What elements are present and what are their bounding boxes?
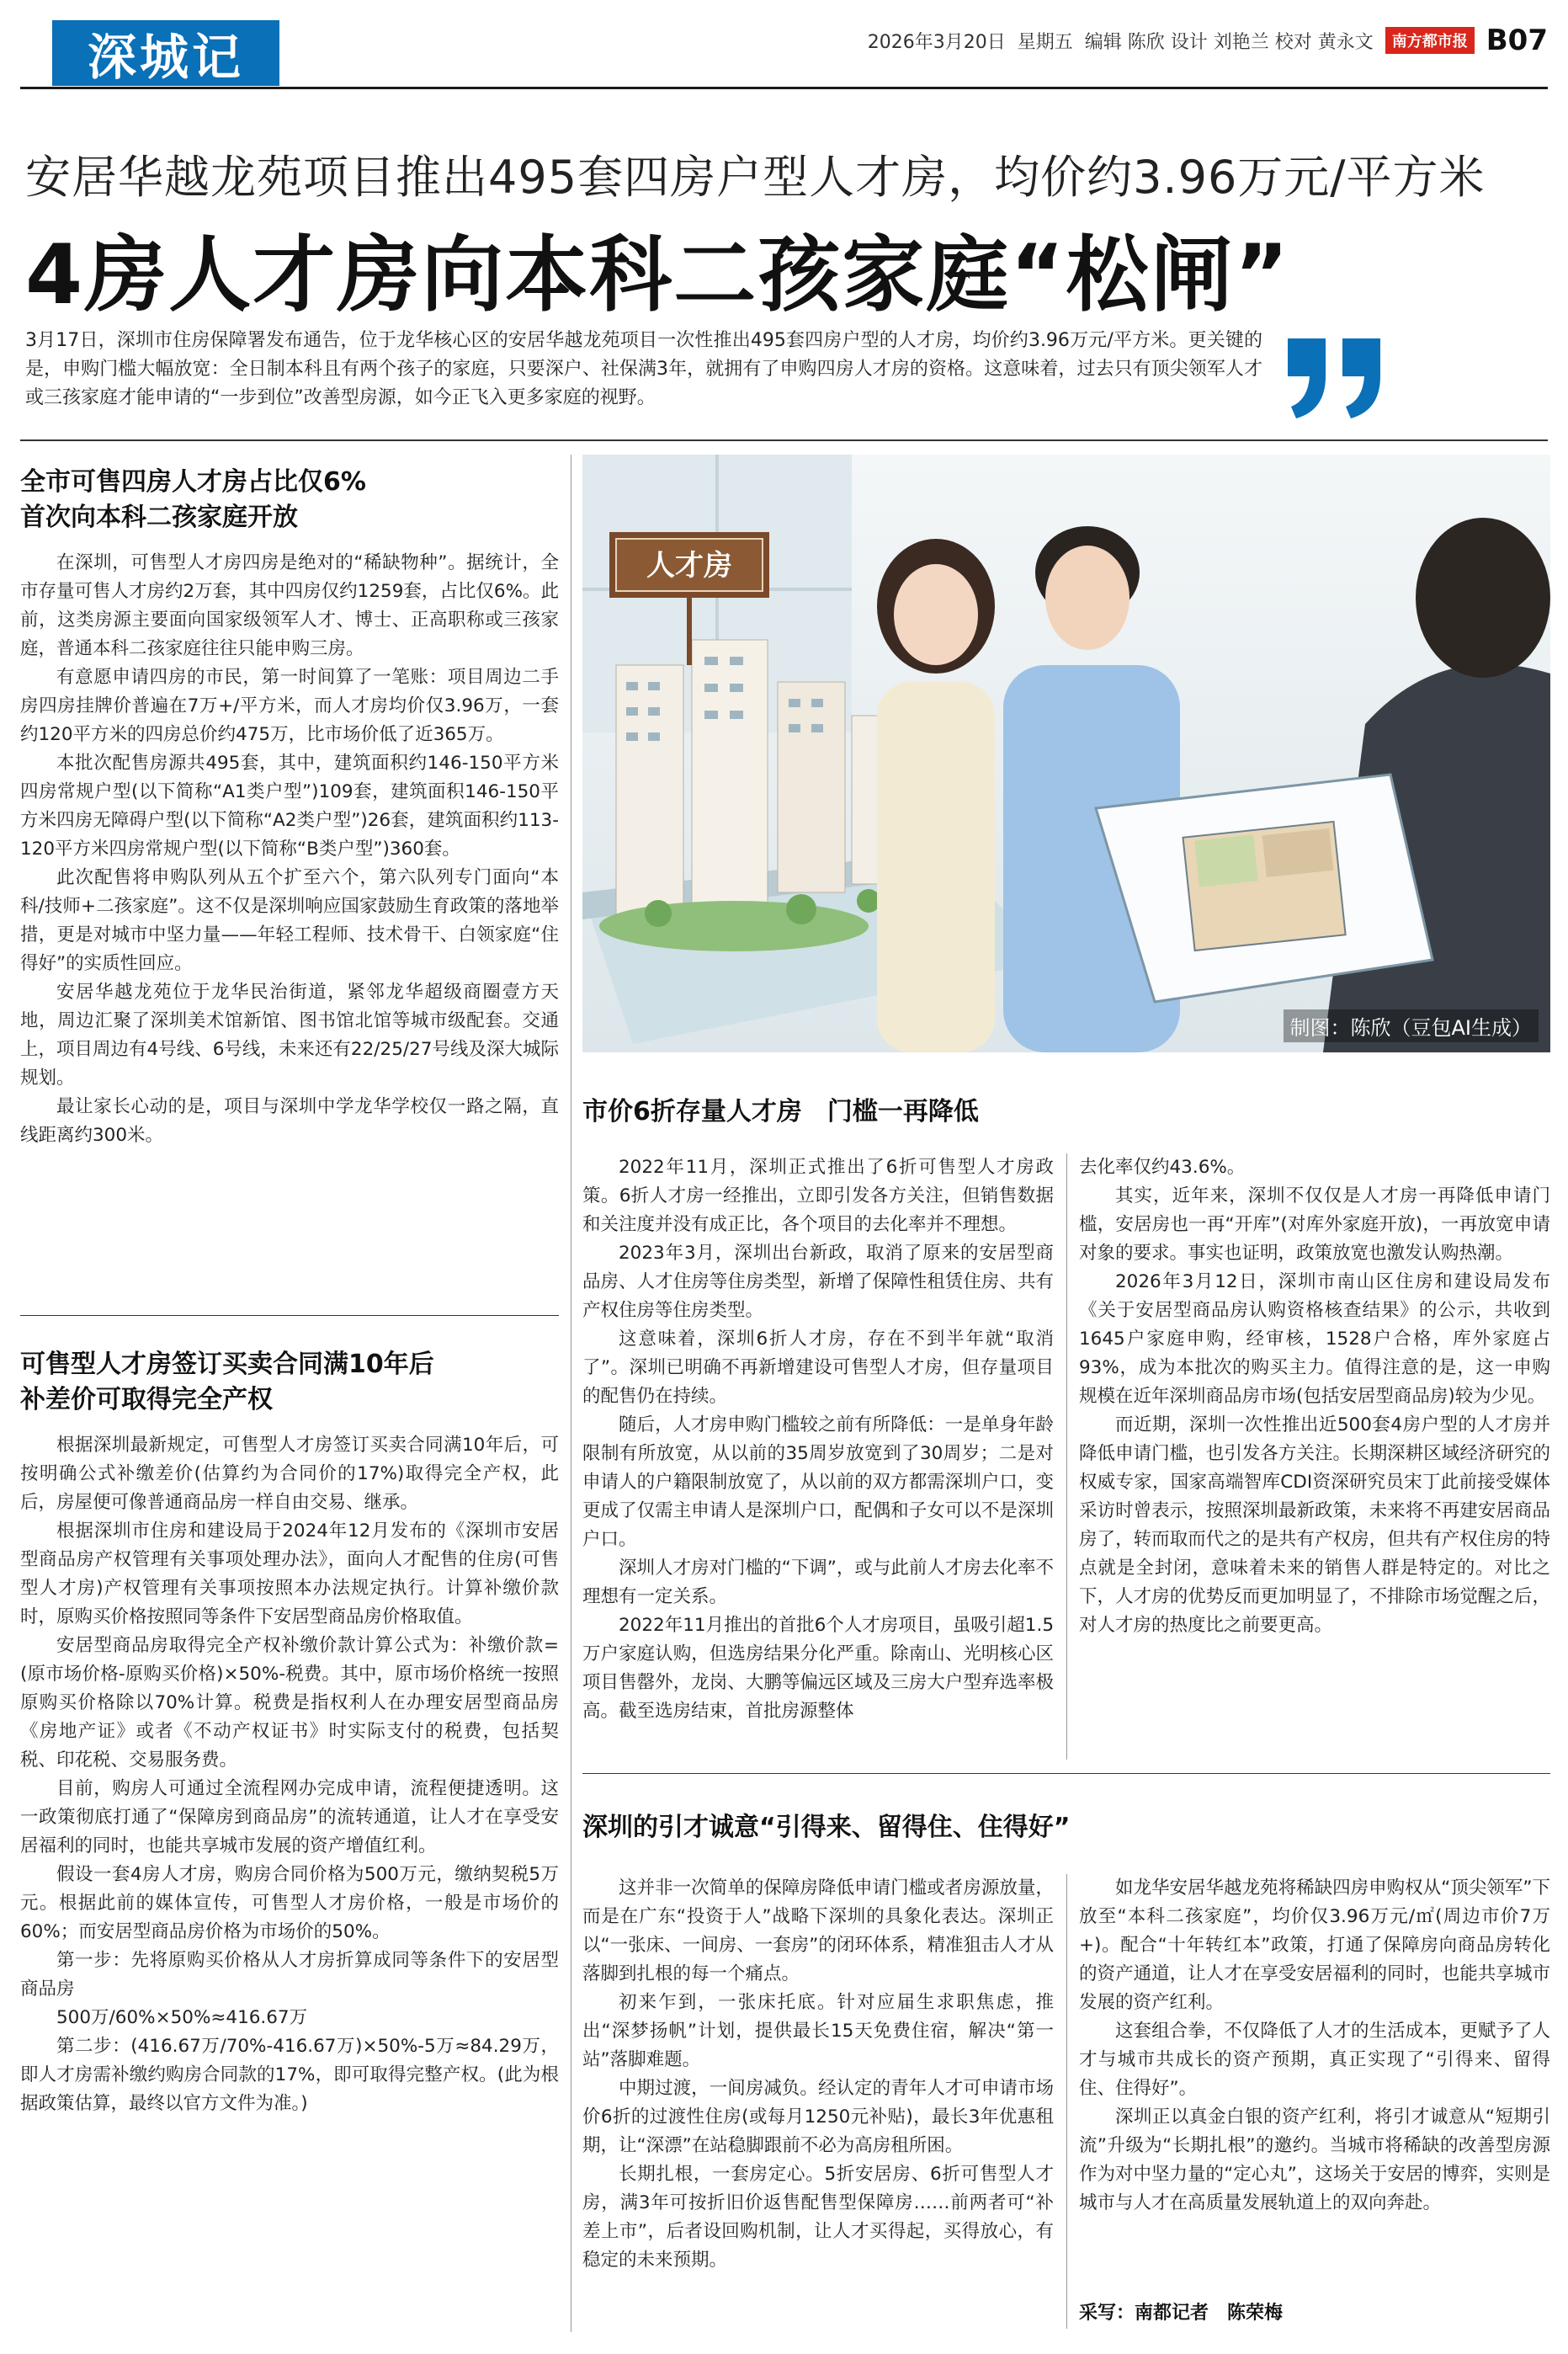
column-divider (1066, 1153, 1067, 1760)
section3-paragraph: 这意味着，深圳6折人才房，存在不到半年就“取消了”。深圳已明确不再新增建设可售型人才房，但存量项目的配售仍在持续。 (582, 1329, 1054, 1407)
section4-title: 深圳的引才诚意“引得来、留得住、住得好” (582, 1813, 1071, 1842)
section1-paragraph: 在深圳，可售型人才房四房是绝对的“稀缺物种”。据统计，全市存量可售人才房约2万套，其中四房仅约1259套，占比仅6%。此前，这类房源主要面向国家级领军人才、博士、正高职称或三孩家庭，普通本科二孩家庭往往只能申购三房。 (20, 552, 560, 659)
section2-paragraph: 根据深圳最新规定，可售型人才房签订买卖合同满10年后，可按明确公式补缴差价(估算约为合同价的17%)取得完全产权，此后，房屋便可像普通商品房一样自由交易、继承。 (20, 1435, 559, 1513)
section1-body (20, 549, 559, 1150)
section3-paragraph: 其实，近年来，深圳不仅仅是人才房一再降低申请门槛，安居房也一再“开库”(对库外家庭开放)，一再放宽申请对象的要求。事实也证明，政策放宽也激发认购热潮。 (1079, 1185, 1550, 1264)
section4-col1 (582, 1874, 1054, 2275)
lead-divider (20, 439, 1548, 441)
section3-paragraph: 而近期，深圳一次性推出近500套4房户型的人才房并降低申请门槛，也引发各方关注。长期深耕区域经济研究的权威专家，国家高端智库CDI资深研究员宋丁此前接受媒体采访时曾表示，按照深圳最新政策，未来将不再建安居商品房了，转而取而代之的是共有产权房，但共有产权住房的特点就是全封闭，意味着未来的销售人群是特定的。对比之下，人才房的优势反而更加明显了，不排除市场觉醒之后，对人才房的热度比之前要更高。 (1079, 1414, 1550, 1636)
section-divider (20, 1315, 559, 1316)
byline: 采写：南都记者 陈荣梅 (1079, 2303, 1284, 2324)
column-logo: 深城记 (52, 20, 279, 86)
issue-date: 2026年3月20日 (867, 31, 1006, 53)
section3-paragraph: 2022年11月推出的首批6个人才房项目，虽吸引超1.5万户家庭认购，但选房结果分化严重。除南山、光明核心区项目售罄外，龙岗、大鹏等偏远区域及三房大户型弃选率极高。截至选房结束，首批房源整体 (582, 1615, 1054, 1722)
section3-paragraph: 2026年3月12日，深圳市南山区住房和建设局发布《关于安居型商品房认购资格核查结果》的公示，共收到1645户家庭申购，经审核，1528户合格，库外家庭占93%，成为本批次的购买主力。值得注意的是，这一申购规模在近年深圳商品房市场(包括安居型商品房)较为少见。 (1079, 1271, 1550, 1407)
illustration-art (582, 455, 1550, 1052)
illustration-credit: 制图：陈欣（豆包AI生成） (1284, 1009, 1539, 1042)
section4-col2 (1079, 1874, 1550, 2218)
section-divider (582, 1773, 1550, 1774)
page-number: B07 (1486, 24, 1548, 57)
illustration (582, 455, 1550, 1052)
section4-paragraph: 长期扎根，一套房定心。5折安居房、6折可售型人才房，满3年可按折旧价返售配售型保障房……前两者可“补差上市”，后者设回购机制，让人才买得起，买得放心，有稳定的未来预期。 (582, 2164, 1054, 2271)
lead-paragraph: 3月17日，深圳市住房保障署发布通告，位于龙华核心区的安居华越龙苑项目一次性推出495套四房户型的人才房，均价约3.96万元/平方米。更关键的是，申购门槛大幅放宽：全日制本科且有两个孩子的家庭，只要深户、社保满3年，就拥有了申购四房人才房的资格。这意味着，过去只有顶尖领军人才或三孩家庭才能申请的“一步到位”改善型房源，如今正飞入更多家庭的视野。 (25, 330, 1262, 408)
section2-paragraph: 目前，购房人可通过全流程网办完成申请，流程便捷透明。这一政策彻底打通了“保障房到商品房”的流转通道，让人才在享受安居福利的同时，也能共享城市发展的资产增值红利。 (20, 1778, 559, 1856)
section2-title-line1: 可售型人才房签订买卖合同满10年后 (20, 1350, 434, 1379)
section2-paragraph: 安居型商品房取得完全产权补缴价款计算公式为：补缴价款=(原市场价格-原购买价格)×50%-税费。其中，原市场价格统一按照原购买价格除以70%计算。税费是指权利人在办理安居型商品房《房地产证》或者《不动产权证书》时实际支付的税费，包括契税、印花税、交易服务费。 (20, 1635, 559, 1771)
section4-paragraph: 深圳正以真金白银的资产红利，将引才诚意从“短期引流”升级为“长期扎根”的邀约。当城市将稀缺的改善型房源作为对中坚力量的“定心丸”，这场关于安居的博弈，实则是城市与人才在高质量发展轨道上的双向奔赴。 (1079, 2106, 1550, 2213)
section1-title (20, 465, 559, 535)
section1-paragraph: 有意愿申请四房的市民，第一时间算了一笔账：项目周边二手房四房挂牌价普遍在7万+/平方米，而人才房均价仅3.96万，一套约120平方米的四房总价约475万，比市场价低了近365万。 (20, 667, 559, 745)
section2-paragraph: 根据深圳市住房和建设局于2024年12月发布的《深圳市安居型商品房产权管理有关事项处理办法》，面向人才配售的住房(可售型人才房)产权管理有关事项按照本办法规定执行。计算补缴价款时，原购买价格按照同等条件下安居型商品房价格取值。 (20, 1521, 559, 1627)
section3-paragraph: 深圳人才房对门槛的“下调”，或与此前人才房去化率不理想有一定关系。 (582, 1558, 1054, 1607)
column-divider (1066, 1874, 1067, 2329)
section3-col1 (582, 1153, 1054, 1726)
section3-title: 市价6折存量人才房 门槛一再降低 (582, 1097, 979, 1126)
section2-paragraph: 第一步：先将原购买价格从人才房折算成同等条件下的安居型商品房 (20, 1950, 559, 2000)
section2-title (20, 1347, 559, 1418)
section4-paragraph: 初来乍到，一张床托底。针对应届生求职焦虑，推出“深梦扬帆”计划，提供最长15天免费住宿，解决“第一站”落脚难题。 (582, 1992, 1054, 2070)
quote-mark-icon (1279, 330, 1389, 423)
section2-body (20, 1431, 559, 2118)
sub-headline: 安居华越龙苑项目推出495套四房户型人才房，均价约3.96万元/平方米 (25, 151, 1486, 204)
staff-credits: 编辑 陈欣 设计 刘艳兰 校对 黄永文 (1084, 31, 1374, 53)
section3-paragraph: 2023年3月，深圳出台新政，取消了原来的安居型商品房、人才住房等住房类型，新增了保障性租赁住房、共有产权住房等住房类型。 (582, 1243, 1054, 1321)
folio (868, 24, 1548, 57)
section2-formula: 500万/60%×50%≈416.67万 (56, 2007, 308, 2028)
masthead (20, 12, 1548, 89)
section4-paragraph: 中期过渡，一间房减负。经认定的青年人才可申请市场价6折的过渡性住房(或每月1250元补贴)，最长3年优惠租期，让“深漂”在站稳脚跟前不必为高房租所困。 (582, 2078, 1054, 2156)
section4-paragraph: 这套组合拳，不仅降低了人才的生活成本，更赋予了人才与城市共成长的资产预期，真正实现了“引得来、留得住、住得好”。 (1079, 2021, 1550, 2099)
paper-logo: 南方都市报 (1385, 27, 1475, 54)
section4-paragraph: 如龙华安居华越龙苑将稀缺四房申购权从“顶尖领军”下放至“本科二孩家庭”，均价仅3.96万元/㎡(周边市价7万+)。配合“十年转红本”政策，打通了保障房向商品房转化的资产通道，让人才在享受安居福利的同时，也能共享城市发展的资产红利。 (1079, 1877, 1550, 2013)
main-headline: 4房人才房向本科二孩家庭“松闸” (25, 227, 1291, 323)
section3-col2 (1079, 1153, 1550, 1640)
issue-weekday: 星期五 (1017, 31, 1073, 53)
section3-paragraph: 2022年11月，深圳正式推出了6折可售型人才房政策。6折人才房一经推出，立即引发各方关注，但销售数据和关注度并没有成正比，各个项目的去化率并不理想。 (582, 1157, 1054, 1235)
section3-paragraph: 随后，人才房申购门槛较之前有所降低：一是单身年龄限制有所放宽，从以前的35周岁放宽到了30周岁；二是对申请人的户籍限制放宽了，从以前的双方都需深圳户口，变更成了仅需主申请人是深圳户口，配偶和子女可以不是深圳户口。 (582, 1414, 1054, 1550)
section2-paragraph: 第二步：(416.67万/70%-416.67万)×50%-5万≈84.29万，即人才房需补缴约购房合同款的17%，即可取得完整产权。(此为根据政策估算，最终以官方文件为准。) (20, 2036, 559, 2114)
section1-title-line2: 首次向本科二孩家庭开放 (20, 503, 298, 532)
section1-paragraph: 最让家长心动的是，项目与深圳中学龙华学校仅一路之隔，直线距离约300米。 (20, 1096, 559, 1146)
section1-paragraph: 安居华越龙苑位于龙华民治街道，紧邻龙华超级商圈壹方天地，周边汇聚了深圳美术馆新馆、图书馆北馆等城市级配套。交通上，项目周边有4号线、6号线，未来还有22/25/27号线及深大城际规划。 (20, 982, 559, 1089)
section1-title-line1: 全市可售四房人才房占比仅6% (20, 467, 366, 497)
illustration-sign: 人才房 (646, 549, 732, 583)
section2-paragraph: 假设一套4房人才房，购房合同价格为500万元，缴纳契税5万元。根据此前的媒体宣传，可售型人才房价格，一般是市场价的60%；而安居型商品房价格为市场价的50%。 (20, 1864, 559, 1942)
section3-paragraph: 去化率仅约43.6%。 (1079, 1157, 1246, 1178)
section1-paragraph: 本批次配售房源共495套，其中，建筑面积约146-150平方米四房常规户型(以下简称“A1类户型”)109套，建筑面积146-150平方米四房无障碍户型(以下简称“A2类户型”)26套，建筑面积约113-120平方米四房常规户型(以下简称“B类户型”)360套。 (20, 753, 559, 860)
section4-paragraph: 这并非一次简单的保障房降低申请门槛或者房源放量，而是在广东“投资于人”战略下深圳的具象化表达。深圳正以“一张床、一间房、一套房”的闭环体系，精准狙击人才从落脚到扎根的每一个痛点。 (582, 1877, 1054, 1984)
section2-title-line2: 补差价可取得完全产权 (20, 1385, 273, 1414)
section1-paragraph: 此次配售将申购队列从五个扩至六个，第六队列专门面向“本科/技师+二孩家庭”。这不仅是深圳响应国家鼓励生育政策的落地举措，更是对城市中坚力量——年轻工程师、技术骨干、白领家庭“住得好”的实质性回应。 (20, 867, 559, 974)
